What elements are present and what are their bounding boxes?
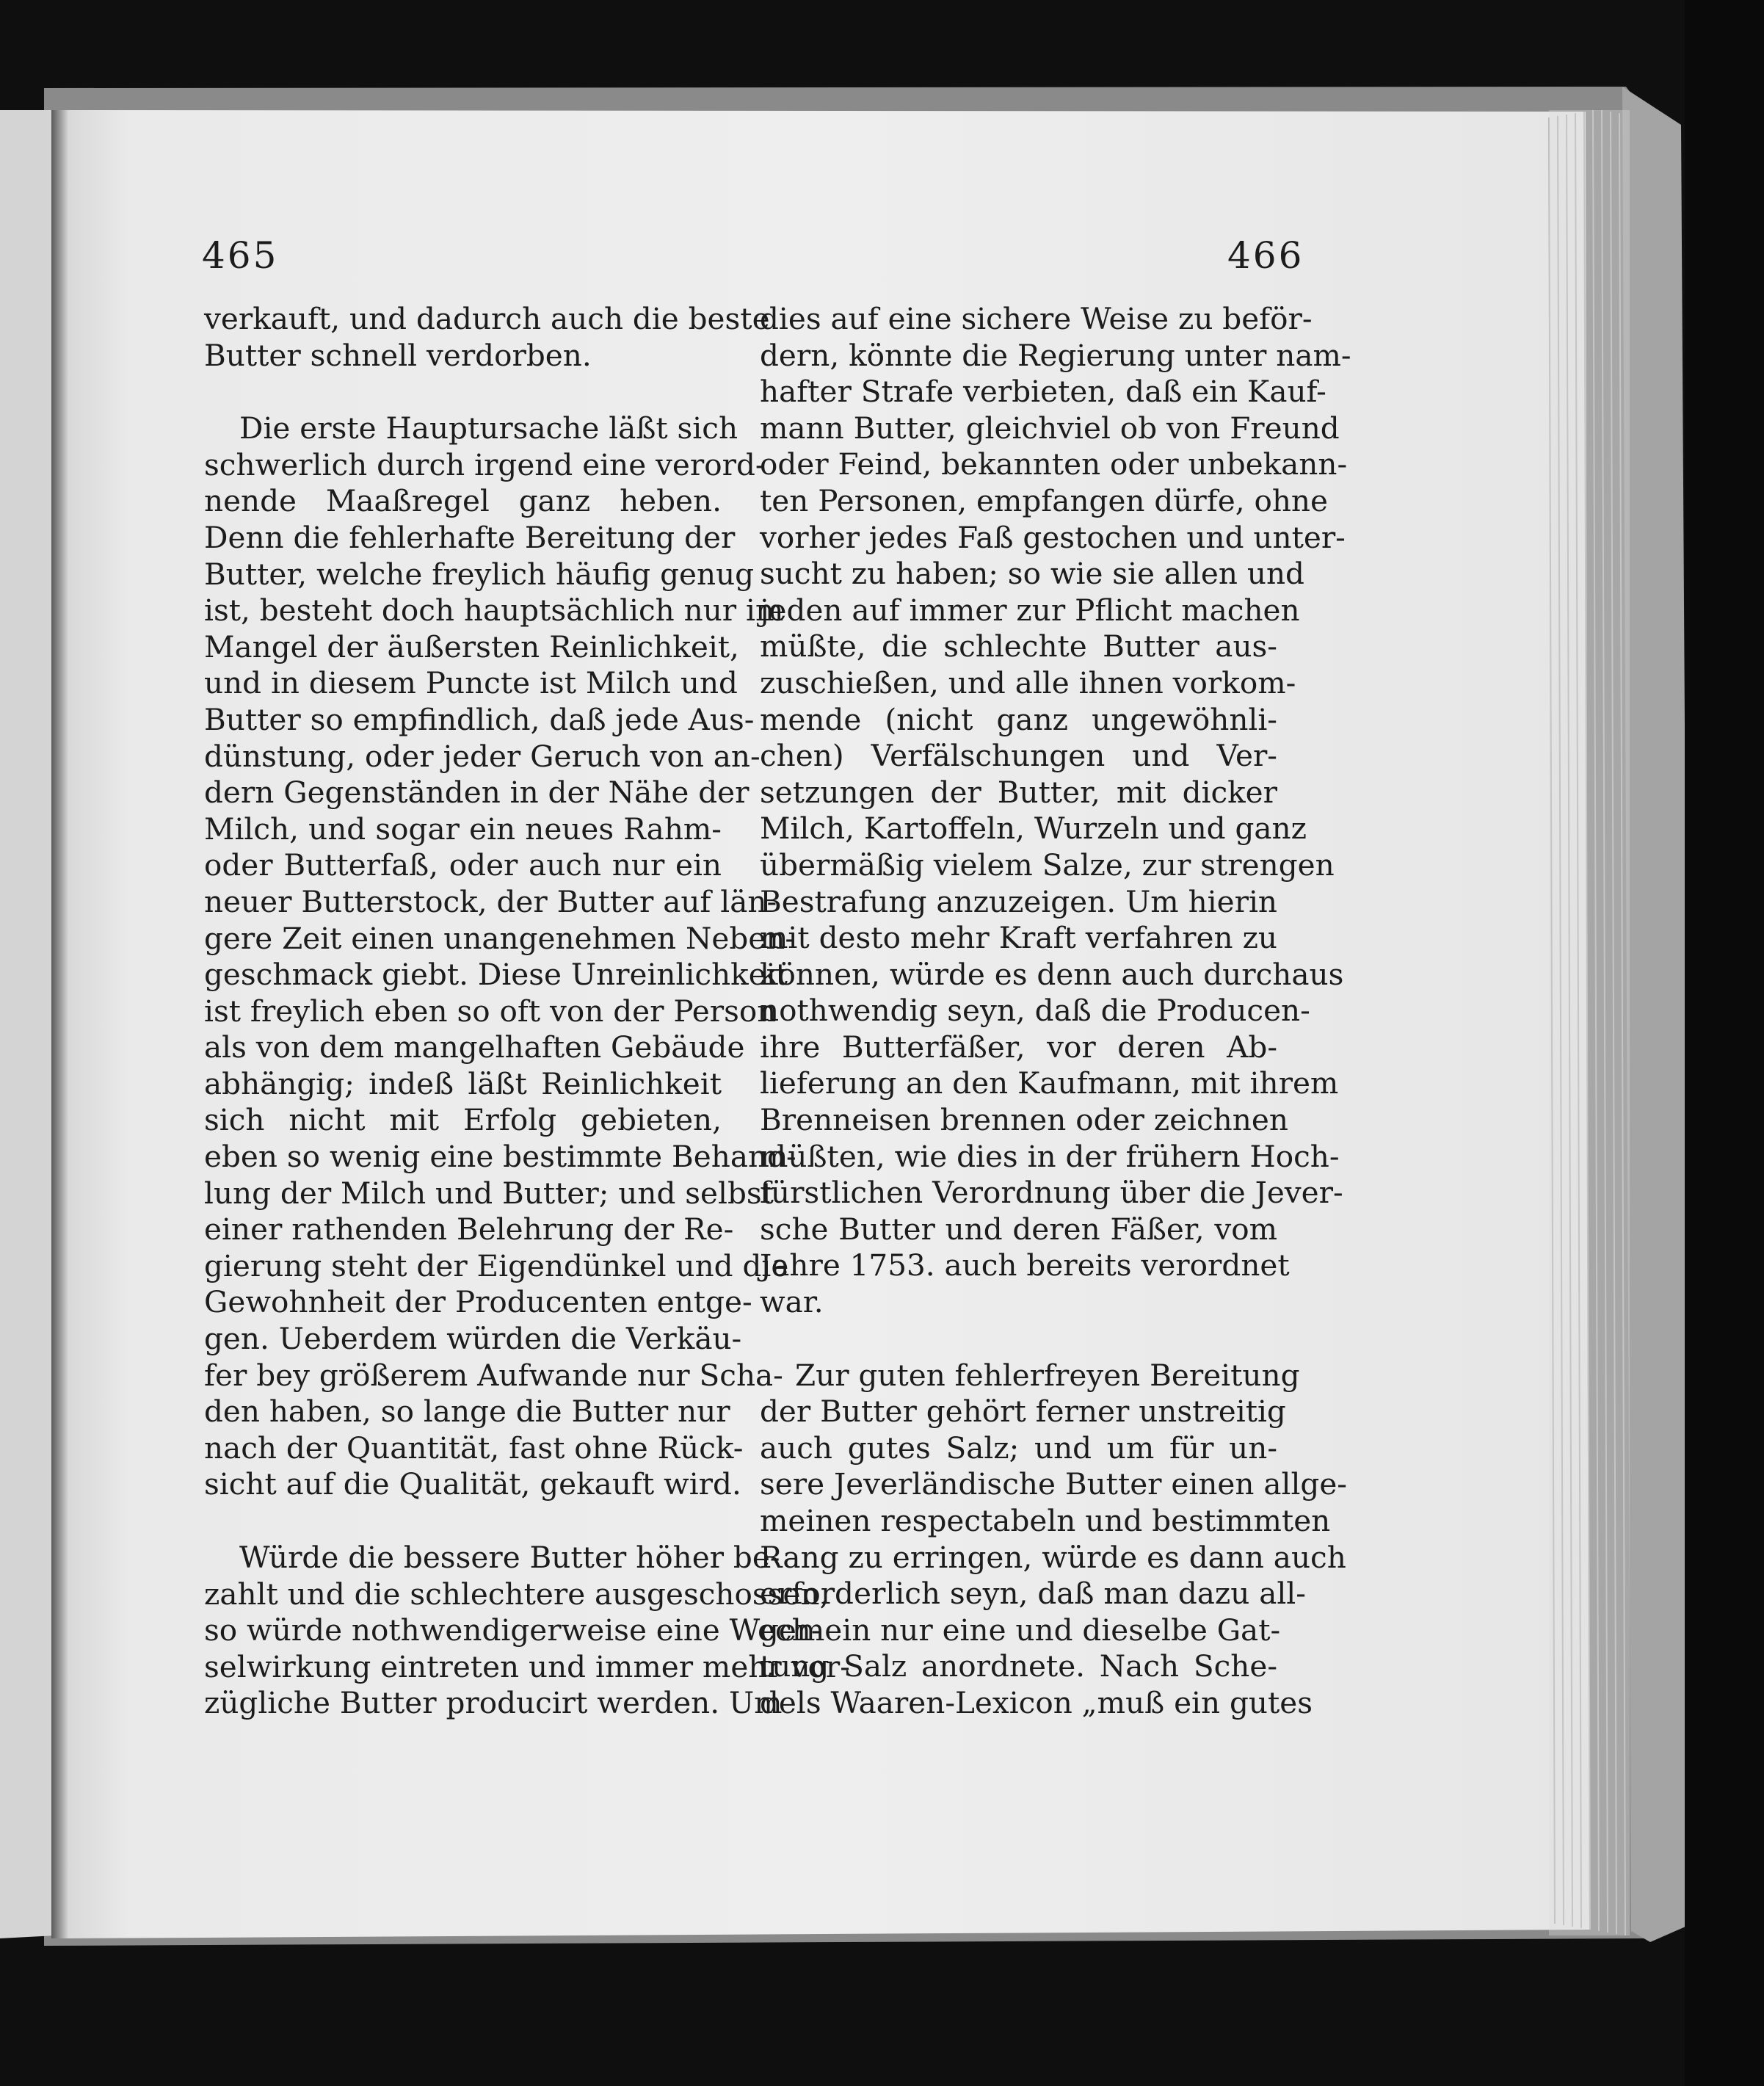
- text-line: den haben, so lange die Butter nur: [204, 1394, 730, 1430]
- text-line: können, würde es denn auch durchaus: [760, 956, 1344, 992]
- text-line: Jahre 1753. auch bereits verordnet: [760, 1247, 1290, 1283]
- text-line: zügliche Butter producirt werden. Um: [204, 1685, 783, 1721]
- text-line: Gewohnheit der Producenten entge-: [204, 1284, 752, 1320]
- text-line: sche Butter und deren Fäßer, vom: [760, 1211, 1277, 1247]
- text-line: auch gutes Salz; und um für un-: [760, 1430, 1277, 1466]
- right-text-column: [760, 301, 1351, 1722]
- text-line: Milch, Kartoffeln, Wurzeln und ganz: [760, 811, 1307, 847]
- text-line: fürstlichen Verordnung über die Jever-: [760, 1175, 1343, 1211]
- text-line: schwerlich durch irgend eine verord-: [204, 446, 766, 482]
- text-line: übermäßig vielem Salze, zur strengen: [760, 847, 1335, 883]
- text-line: Bestrafung anzuzeigen. Um hierin: [760, 883, 1277, 919]
- text-line: Brenneisen brennen oder zeichnen: [760, 1102, 1288, 1138]
- text-line: meinen respectabeln und bestimmten: [760, 1503, 1331, 1538]
- text-line: müßten, wie dies in der frühern Hoch-: [760, 1138, 1340, 1174]
- text-line: eben so wenig eine bestimmte Behand-: [204, 1139, 796, 1175]
- text-line: Mangel der äußersten Reinlichkeit,: [204, 629, 739, 664]
- text-line: geschmack giebt. Diese Unreinlichkeit: [204, 957, 788, 993]
- text-line: gen. Ueberdem würden die Verkäu-: [204, 1321, 742, 1357]
- paragraph-gap: [760, 1321, 1277, 1358]
- text-line: Würde die bessere Butter höher be-: [239, 1540, 780, 1575]
- text-line: ten Personen, empfangen dürfe, ohne: [760, 482, 1328, 518]
- text-line: nach der Quantität, fast ohne Rück-: [204, 1430, 744, 1466]
- text-line: selwirkung eintreten und immer mehr vor-: [204, 1648, 850, 1684]
- text-line: sicht auf die Qualität, gekauft wird.: [204, 1466, 741, 1502]
- page-number-left: 465: [202, 234, 279, 277]
- text-line: Rang zu erringen, würde es dann auch: [760, 1539, 1346, 1575]
- text-line: setzungen der Butter, mit dicker: [760, 774, 1277, 810]
- text-line: mende (nicht ganz ungewöhnli-: [760, 701, 1277, 737]
- text-line: dünstung, oder jeder Geruch von an-: [204, 738, 761, 774]
- text-line: erforderlich seyn, daß man dazu all-: [760, 1576, 1306, 1612]
- paragraph-gap: [204, 374, 722, 410]
- text-line: ist, besteht doch hauptsächlich nur im: [204, 593, 784, 629]
- text-line: lieferung an den Kaufmann, mit ihrem: [760, 1065, 1339, 1101]
- text-line: oder Butterfaß, oder auch nur ein: [204, 847, 722, 883]
- text-line: sucht zu haben; so wie sie allen und: [760, 556, 1304, 592]
- text-line: sich nicht mit Erfolg gebieten,: [204, 1102, 722, 1138]
- text-line: mann Butter, gleichviel ob von Freund: [760, 410, 1340, 446]
- text-line: war.: [760, 1284, 824, 1320]
- text-line: jeden auf immer zur Pflicht machen: [760, 592, 1300, 628]
- text-line: chen) Verfälschungen und Ver-: [760, 738, 1277, 774]
- text-line: und in diesem Puncte ist Milch und: [204, 665, 738, 701]
- text-line: Butter so empfindlich, daß jede Aus-: [204, 701, 755, 737]
- text-line: ist freylich eben so oft von der Person: [204, 993, 777, 1029]
- text-line: gere Zeit einen unangenehmen Neben-: [204, 920, 796, 956]
- text-line: lung der Milch und Butter; und selbst: [204, 1175, 774, 1211]
- text-line: dies auf eine sichere Weise zu beför-: [760, 301, 1313, 336]
- page-number-right: 466: [1227, 234, 1304, 277]
- text-line: zahlt und die schlechtere ausgeschossen,: [204, 1576, 830, 1612]
- text-line: Zur guten fehlerfreyen Bereitung: [795, 1357, 1300, 1393]
- text-line: ihre Butterfäßer, vor deren Ab-: [760, 1029, 1277, 1065]
- text-line: zuschießen, und alle ihnen vorkom-: [760, 664, 1296, 700]
- text-line: abhängig; indeß läßt Reinlichkeit: [204, 1065, 722, 1101]
- text-line: verkauft, und dadurch auch die beste: [204, 301, 770, 336]
- text-line: Milch, und sogar ein neues Rahm-: [204, 811, 722, 847]
- text-line: gierung steht der Eigendünkel und die: [204, 1247, 789, 1283]
- text-line: Denn die fehlerhafte Bereitung der: [204, 519, 736, 555]
- text-line: als von dem mangelhaften Gebäude: [204, 1029, 745, 1065]
- text-line: fer bey größerem Aufwande nur Scha-: [204, 1357, 783, 1393]
- text-line: hafter Strafe verbieten, daß ein Kauf-: [760, 374, 1326, 410]
- text-line: einer rathenden Belehrung der Re-: [204, 1212, 734, 1247]
- text-line: Die erste Hauptursache läßt sich: [239, 410, 738, 446]
- text-line: sere Jeverländische Butter einen allge-: [760, 1466, 1347, 1502]
- text-line: der Butter gehört ferner unstreitig: [760, 1394, 1286, 1430]
- text-line: gemein nur eine und dieselbe Gat-: [760, 1612, 1281, 1648]
- text-line: oder Feind, bekannten oder unbekann-: [760, 446, 1348, 482]
- text-line: nende Maaßregel ganz heben.: [204, 483, 722, 519]
- paragraph-gap: [204, 1503, 722, 1540]
- text-line: tung Salz anordnete. Nach Sche-: [760, 1648, 1277, 1684]
- text-line: mit desto mehr Kraft verfahren zu: [760, 920, 1277, 956]
- text-line: neuer Butterstock, der Butter auf län-: [204, 883, 777, 919]
- text-line: so würde nothwendigerweise eine Wech-: [204, 1612, 821, 1648]
- text-line: müßte, die schlechte Butter aus-: [760, 629, 1277, 664]
- text-line: dern Gegenständen in der Nähe der: [204, 775, 749, 811]
- text-line: nothwendig seyn, daß die Producen-: [760, 993, 1310, 1029]
- text-line: dern, könnte die Regierung unter nam-: [760, 337, 1351, 373]
- text-line: dels Waaren-Lexicon „muß ein gutes: [760, 1684, 1313, 1720]
- text-line: Butter, welche freylich häufig genug: [204, 556, 755, 592]
- text-line: Butter schnell verdorben.: [204, 337, 592, 373]
- text-line: vorher jedes Faß gestochen und unter-: [760, 519, 1346, 555]
